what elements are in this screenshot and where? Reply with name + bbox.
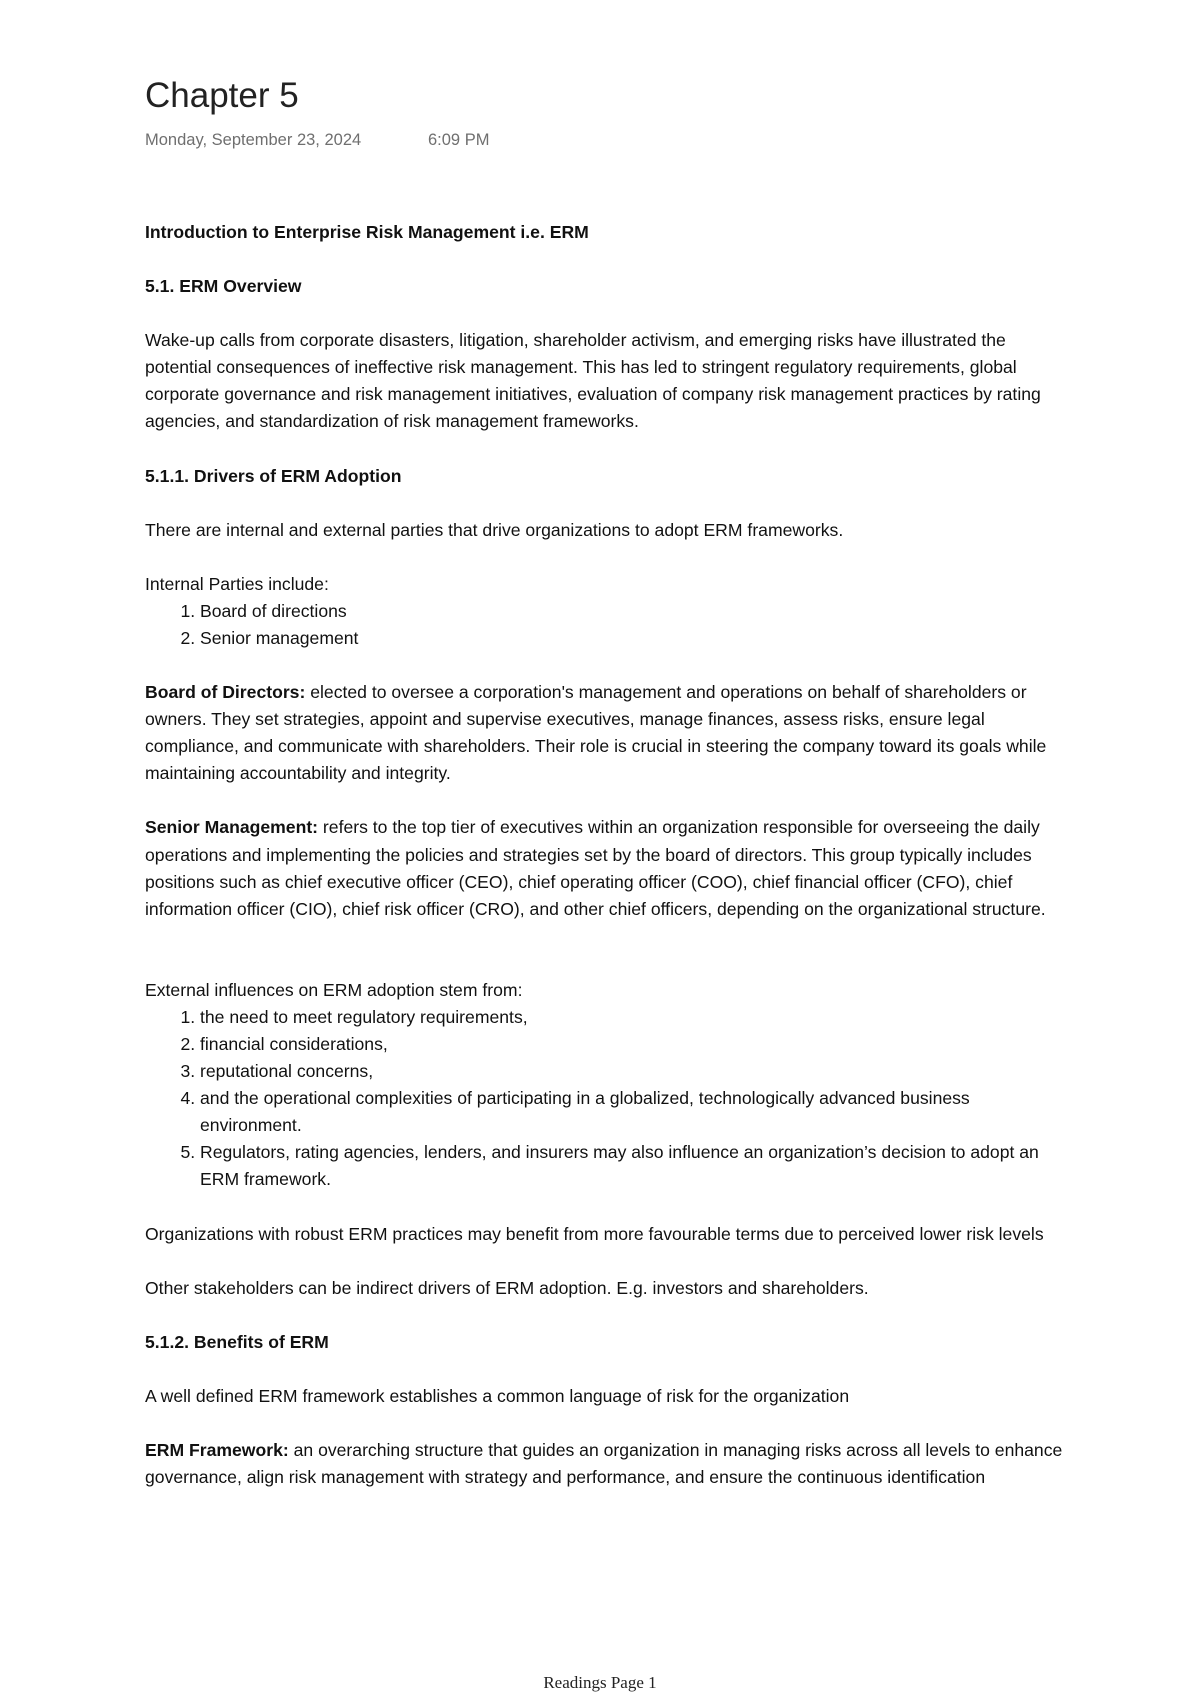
page-meta [145, 131, 489, 150]
benefits-paragraph: A well defined ERM framework establishes a common language of risk for the organization [145, 1385, 850, 1406]
page-content [145, 219, 1075, 1491]
page-title: Chapter 5 [145, 76, 299, 115]
list-item: 1. Board of directions [200, 598, 1075, 625]
list-item: 5. Regulators, rating agencies, lenders, and insurers may also influence an organization’s decision to adopt an ERM framework. [200, 1139, 1075, 1193]
list-item: 2. financial considerations, [200, 1031, 1075, 1058]
benefits-heading: 5.1.2. Benefits of ERM [145, 1331, 329, 1352]
internal-parties-list [145, 598, 1075, 652]
overview-paragraph: Wake-up calls from corporate disasters, litigation, shareholder activism, and emerging risks have illustrated the potential consequences of ineffective risk management. This has led to stringent regulatory requirements, global corporate governance and risk management initiatives, evaluation of company risk management practices by rating agencies, and standardization of risk management frameworks. [145, 330, 1041, 432]
page-date: Monday, September 23, 2024 [145, 131, 362, 149]
list-item: 2. Senior management [200, 625, 1075, 652]
robust-paragraph: Organizations with robust ERM practices may benefit from more favourable terms due to perceived lower risk levels [145, 1223, 1044, 1244]
page-footer: Readings Page 1 [543, 1673, 657, 1692]
overview-heading: 5.1. ERM Overview [145, 276, 302, 297]
intro-heading: Introduction to Enterprise Risk Management i.e. ERM [145, 222, 589, 242]
senior-paragraph [145, 814, 1075, 922]
list-item: 1. the need to meet regulatory requirements, [200, 1004, 1075, 1031]
board-term: Board of Directors: [145, 682, 306, 703]
board-paragraph [145, 679, 1075, 787]
board-definition: elected to oversee a corporation's management and operations on behalf of shareholders or owners. They set strategies, appoint and supervise executives, manage finances, assess risks, ensure legal compliance, and communicate with shareholders. Their role is crucial in steering the company toward its goals while maintaining accountability and integrity. [145, 682, 1047, 784]
drivers-heading: 5.1.1. Drivers of ERM Adoption [145, 465, 402, 486]
framework-paragraph [145, 1437, 1075, 1491]
page-time: 6:09 PM [428, 131, 490, 149]
list-item: 4. and the operational complexities of participating in a globalized, technologically advanced business environment. [200, 1085, 1075, 1139]
list-item: 3. reputational concerns, [200, 1058, 1075, 1085]
external-influences-label: External influences on ERM adoption stem from: [145, 979, 523, 1000]
senior-definition: refers to the top tier of executives within an organization responsible for overseeing the daily operations and implementing the policies and strategies set by the board of directors. This group typically includes positions such as chief executive officer (CEO), chief operating officer (COO), chief financial officer (CFO), chief information officer (CIO), chief risk officer (CRO), and other chief officers, depending on the organizational structure. [145, 817, 1046, 919]
internal-parties-label: Internal Parties include: [145, 573, 329, 594]
drivers-paragraph: There are internal and external parties that drive organizations to adopt ERM frameworks. [145, 519, 844, 540]
blank-line [145, 950, 1075, 977]
stakeholders-paragraph: Other stakeholders can be indirect drivers of ERM adoption. E.g. investors and shareholders. [145, 1277, 869, 1298]
external-influences-list [145, 1004, 1075, 1194]
senior-term: Senior Management: [145, 817, 319, 838]
framework-definition: an overarching structure that guides an organization in managing risks across all levels to enhance governance, align risk management with strategy and performance, and ensure the continuous identification [145, 1439, 1063, 1487]
framework-term: ERM Framework: [145, 1439, 289, 1460]
